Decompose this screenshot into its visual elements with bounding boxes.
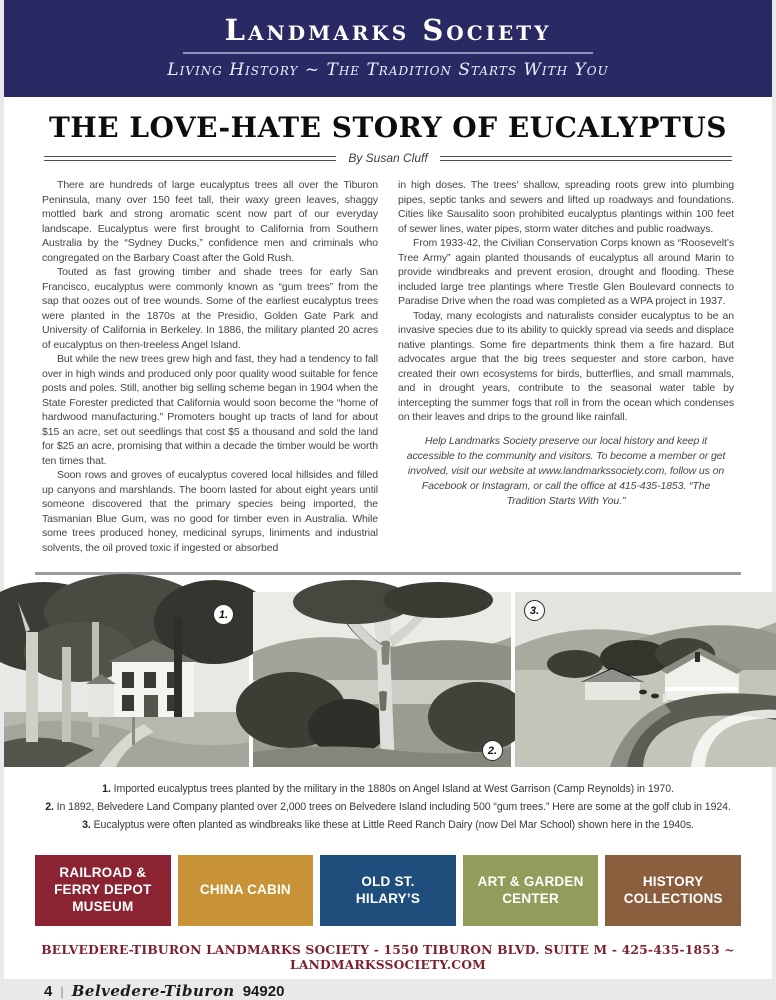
photo-camp-reynolds <box>4 592 249 767</box>
photo-strip <box>4 592 772 767</box>
paragraph: There are hundreds of large eucalyptus trees all over the Tiburon Peninsula, many over 150 feet tall, their waxy green leaves, shaggy mottled bark and strong aromatic scent now part of our everyday landscape. Eucalyptus were first brought to California from Southern Australia by the “Sydney Ducks,” confidence men and criminals who congregated on the Barbary Coast after the Gold Rush. <box>42 179 378 264</box>
photo-reed-ranch-dairy <box>515 592 776 767</box>
byline-rule-right <box>440 156 732 161</box>
photo-3-number-badge: 3. <box>524 600 545 621</box>
paragraph: Soon rows and groves of eucalyptus covered local hillsides and filled up canyons and marshlands. The boom lasted for about eight years until someone discovered that the primary species being imported, the Tasmanian Blue Gum, was no good for timber even in Australia. While some trees produced honey, medicinal syrups, liniments and industrial solvents, the oil proved toxic if ingested or absorbed <box>42 469 378 554</box>
footer-separator: | <box>60 984 64 999</box>
caption-2-number: 2. <box>45 801 54 813</box>
newsletter-page <box>4 0 772 1000</box>
society-contact-line: BELVEDERE-TIBURON LANDMARKS SOCIETY - 1550 TIBURON BLVD. SUITE M - 425-435-1853 ~ LANDMARKSSOCIETY.COM <box>41 942 735 972</box>
photo-captions <box>4 780 772 834</box>
photo-3-illustration <box>515 592 776 767</box>
society-tagline: Living History ~ The Tradition Starts With You <box>167 59 609 80</box>
article-column-left <box>42 178 378 558</box>
page-number: 4 <box>44 983 53 1000</box>
section-divider <box>35 572 741 575</box>
page-footer <box>44 982 772 1000</box>
box-history-collections: HISTORY COLLECTIONS <box>605 855 741 926</box>
program-boxes <box>35 855 741 926</box>
byline-row <box>44 151 732 165</box>
box-old-st-hilarys: OLD ST. HILARY’S <box>320 855 456 926</box>
box-art-garden-center: ART & GARDEN CENTER <box>463 855 599 926</box>
article-title: THE LOVE-HATE STORY OF EUCALYPTUS <box>48 111 728 144</box>
photo-1-number-badge: 1. <box>213 604 234 625</box>
caption-2 <box>4 798 772 816</box>
byline-rule-left <box>44 156 336 161</box>
caption-3-text: Eucalyptus were often planted as windbreaks like these at Little Reed Ranch Dairy (now Del Mar School) shown here in the 1940s. <box>90 819 694 831</box>
caption-1-number: 1. <box>102 783 111 795</box>
caption-3 <box>4 816 772 834</box>
photo-2-number-badge: 2. <box>482 740 503 761</box>
caption-2-text: In 1892, Belvedere Land Company planted over 2,000 trees on Belvedere Island including 500 “gum trees.” Here are some at the golf club in 1924. <box>53 801 731 813</box>
footer-location: Belvedere-Tiburon <box>71 982 235 1000</box>
footer-zip: 94920 <box>242 983 285 1000</box>
photo-golf-club-trees <box>253 592 511 767</box>
byline: By Susan Cluff <box>348 151 428 165</box>
box-railroad-ferry-depot-museum: RAILROAD & FERRY DEPOT MUSEUM <box>35 855 171 926</box>
call-to-action-paragraph: Help Landmarks Society preserve our local history and keep it accessible to the community and visitors. To become a member or get involved, visit our website at www.landmarkssociety.com, follow us on Facebook or Instagram, or call the office at 415-435-1853. “The Tradition Starts With You.” <box>406 434 726 507</box>
article-body <box>42 178 734 558</box>
photo-2-illustration <box>253 592 511 767</box>
paragraph: Today, many ecologists and naturalists consider eucalyptus to be an invasive species due to its ability to quickly spread via seeds and displace native plantings. Some fire departments think them a fire hazard. But advocates argue that the big trees sequester and store carbon, have created their own ecosystems for birds, butterflies, and small mammals, and in drought years, contribute to the seasonal water table by intercepting the summer fogs that roll in from the ocean which condenses on their leaves and drips to the ground like rainfall. <box>398 309 734 423</box>
article-column-right <box>398 178 734 558</box>
box-china-cabin: CHINA CABIN <box>178 855 314 926</box>
caption-3-number: 3. <box>82 819 91 831</box>
paragraph: in high doses. The trees’ shallow, spreading roots grew into plumbing pipes, septic tanks and sewers and lifted up roadways and foundations. Cities like Sausalito soon prohibited eucalyptus plantings within 100 feet of sewer lines, water pipes, storm water ditches and public roadways. <box>398 179 734 235</box>
society-name: Landmarks Society <box>224 13 552 47</box>
paragraph: Touted as fast growing timber and shade trees for early San Francisco, eucalyptus were commonly known as “gum trees” from the sap that oozes out of tree wounds. Some of the earliest eucalyptus trees were planted in the 1870s at the Presidio, Golden Gate Park and University of California in Berkeley. In 1886, the military planted 20 acres of eucalyptus on then-treeless Angel Island. <box>42 266 378 351</box>
photo-1-illustration <box>4 592 249 767</box>
masthead-divider <box>183 52 593 54</box>
caption-1-text: Imported eucalyptus trees planted by the military in the 1880s on Angel Island at West Garrison (Camp Reynolds) in 1970. <box>110 783 674 795</box>
paragraph: From 1933-42, the Civilian Conservation Corps known as “Roosevelt’s Tree Army” again planted thousands of eucalyptus all around Marin to provide windbreaks and prevent erosion, drought and flooding. These included large tree plantings where Trestle Glen Boulevard connects to Paradise Drive when the road was completed as a WPA project in 1937. <box>398 237 734 307</box>
masthead-banner <box>4 0 772 97</box>
paragraph: But while the new trees grew high and fast, they had a tendency to fall over in high winds and produced only poor quality wood suitable for fence posts and poles. Still, another big selling scheme began in 1904 when the State Forester predicted that California would soon become the “home of hardwood manufacturing.” Promoters bought up tracts of land for about $15 an acre, set out seedlings that cost $5 a thousand and sold the land for $25 an acre, promising that within a decade the timber would be worth ten times that. <box>42 353 378 467</box>
caption-1 <box>4 780 772 798</box>
